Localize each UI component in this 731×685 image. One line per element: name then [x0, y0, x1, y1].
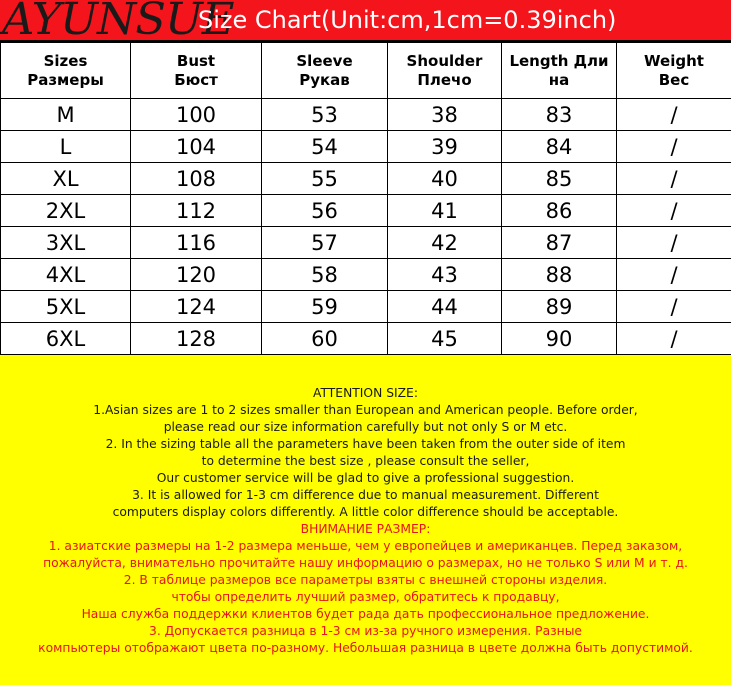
- cell-length: 89: [502, 291, 617, 323]
- cell-sleeve: 53: [262, 99, 388, 131]
- header-line: Плечо: [417, 70, 472, 89]
- cell-sleeve: 58: [262, 259, 388, 291]
- table-row: [1, 323, 731, 355]
- header-line: Размеры: [27, 70, 104, 89]
- header-line: Вес: [658, 70, 690, 89]
- header-line: Length Дли: [509, 51, 609, 70]
- cell-shoulder: 39: [388, 131, 502, 163]
- brand-logo: AYUNSUE: [2, 0, 234, 45]
- english-note-line: 2. In the sizing table all the parameters have been taken from the outer side of item: [105, 437, 626, 451]
- cell-length: 84: [502, 131, 617, 163]
- table-row: [1, 259, 731, 291]
- title-banner: [0, 0, 731, 45]
- cell-sleeve: 57: [262, 227, 388, 259]
- cell-sleeve: 55: [262, 163, 388, 195]
- cell-bust: 128: [131, 323, 262, 355]
- column-header-weight: [617, 43, 731, 99]
- header-line: Shoulder: [406, 51, 483, 70]
- cell-weight: /: [617, 163, 731, 195]
- cell-shoulder: 44: [388, 291, 502, 323]
- header-line: на: [548, 70, 570, 89]
- cell-shoulder: 45: [388, 323, 502, 355]
- english-note-line: Our customer service will be glad to give a professional suggestion.: [156, 471, 575, 485]
- table-row: [1, 99, 731, 131]
- table-row: [1, 163, 731, 195]
- russian-note-line: Наша служба поддержки клиентов будет рада дать профессиональное предложение.: [81, 607, 650, 621]
- russian-note-line: чтобы определить лучший размер, обратитесь к продавцу,: [171, 590, 560, 604]
- cell-shoulder: 41: [388, 195, 502, 227]
- table-row: [1, 291, 731, 323]
- column-header-bust: [131, 43, 262, 99]
- russian-note-line: 3. Допускается разница в 1-3 см из-за ручного измерения. Разные: [149, 624, 582, 638]
- english-note-line: 3. It is allowed for 1-3 cm difference due to manual measurement. Different: [132, 488, 599, 502]
- column-header-shoulder: [388, 43, 502, 99]
- cell-weight: /: [617, 259, 731, 291]
- cell-weight: /: [617, 227, 731, 259]
- english-note-line: ATTENTION SIZE:: [313, 386, 418, 400]
- cell-sizes: 5XL: [1, 291, 131, 323]
- russian-note-line: 1. азиатские размеры на 1-2 размера меньше, чем у европейцев и американцев. Перед заказом,: [48, 539, 683, 553]
- cell-shoulder: 40: [388, 163, 502, 195]
- column-header-sleeve: [262, 43, 388, 99]
- cell-weight: /: [617, 323, 731, 355]
- cell-sizes: M: [1, 99, 131, 131]
- cell-length: 88: [502, 259, 617, 291]
- cell-length: 85: [502, 163, 617, 195]
- size-table: [0, 42, 731, 355]
- attention-notes: [0, 354, 731, 685]
- russian-note-line: 2. В таблице размеров все параметры взяты с внешней стороны изделия.: [123, 573, 608, 587]
- english-notes: [0, 385, 731, 521]
- cell-bust: 104: [131, 131, 262, 163]
- chart-title: Size Chart(Unit:cm,1cm=0.39inch): [198, 6, 617, 34]
- cell-sizes: 4XL: [1, 259, 131, 291]
- cell-bust: 116: [131, 227, 262, 259]
- cell-sleeve: 60: [262, 323, 388, 355]
- cell-sleeve: 54: [262, 131, 388, 163]
- russian-note-line: пожалуйста, внимательно прочитайте нашу информацию о размерах, но не только S или M и т. д.: [43, 556, 688, 570]
- cell-sizes: L: [1, 131, 131, 163]
- cell-sizes: 6XL: [1, 323, 131, 355]
- russian-notes: [0, 521, 731, 657]
- cell-sizes: XL: [1, 163, 131, 195]
- cell-bust: 100: [131, 99, 262, 131]
- cell-length: 83: [502, 99, 617, 131]
- russian-note-line: компьютеры отображают цвета по-разному. Небольшая разница в цвете должна быть допустимой.: [38, 641, 693, 655]
- cell-sizes: 2XL: [1, 195, 131, 227]
- header-line: Бюст: [174, 70, 218, 89]
- header-line: Sleeve: [296, 51, 353, 70]
- cell-bust: 108: [131, 163, 262, 195]
- table-row: [1, 227, 731, 259]
- english-note-line: to determine the best size , please consult the seller,: [201, 454, 530, 468]
- cell-bust: 120: [131, 259, 262, 291]
- english-note-line: 1.Asian sizes are 1 to 2 sizes smaller than European and American people. Before order,: [93, 403, 638, 417]
- cell-weight: /: [617, 131, 731, 163]
- cell-length: 86: [502, 195, 617, 227]
- cell-sizes: 3XL: [1, 227, 131, 259]
- header-line: Bust: [176, 51, 216, 70]
- english-note-line: please read our size information carefully but not only S or M etc.: [163, 420, 568, 434]
- column-header-sizes: [1, 43, 131, 99]
- column-header-length: [502, 43, 617, 99]
- header-line: Sizes: [43, 51, 88, 70]
- cell-shoulder: 38: [388, 99, 502, 131]
- table-row: [1, 195, 731, 227]
- cell-length: 90: [502, 323, 617, 355]
- cell-sleeve: 59: [262, 291, 388, 323]
- cell-bust: 112: [131, 195, 262, 227]
- cell-weight: /: [617, 195, 731, 227]
- table-body: [1, 99, 731, 355]
- cell-weight: /: [617, 99, 731, 131]
- cell-shoulder: 43: [388, 259, 502, 291]
- english-note-line: computers display colors differently. A little color difference should be acceptable.: [112, 505, 619, 519]
- cell-bust: 124: [131, 291, 262, 323]
- header-line: Weight: [644, 51, 704, 70]
- table-header-row: [1, 43, 731, 99]
- cell-weight: /: [617, 291, 731, 323]
- russian-note-line: ВНИМАНИЕ РАЗМЕР:: [300, 522, 431, 536]
- cell-sleeve: 56: [262, 195, 388, 227]
- cell-length: 87: [502, 227, 617, 259]
- cell-shoulder: 42: [388, 227, 502, 259]
- table-row: [1, 131, 731, 163]
- header-line: Рукав: [299, 70, 350, 89]
